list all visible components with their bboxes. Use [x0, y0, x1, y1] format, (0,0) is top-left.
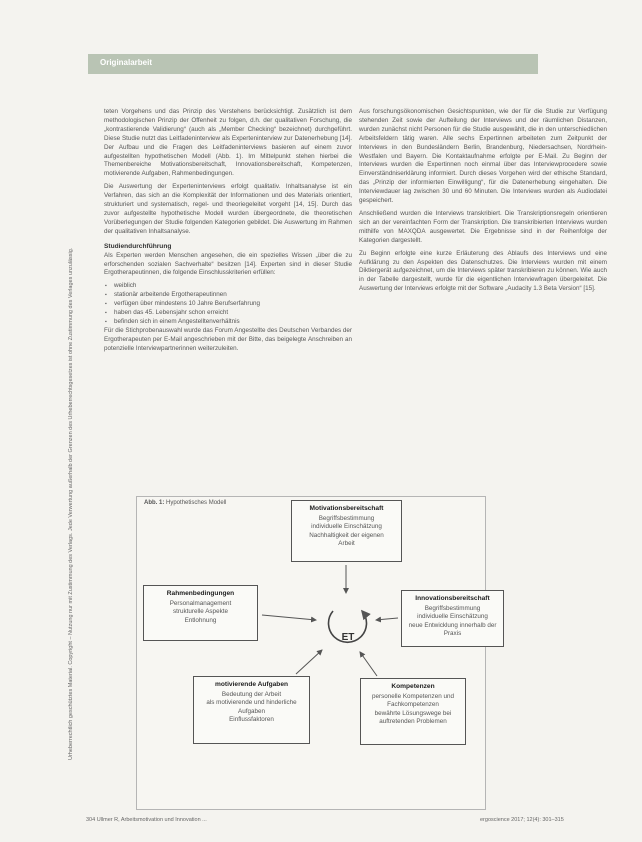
paragraph: Aus forschungsökonomischen Gesichtspunkten, wie der für die Studie zur Verfügung stehenden Zeit sowie der Aufteilung der Interviews und der räumlichen Distanzen, wurden zunächst nicht Personen für die Studie ausgewählt, die in den unterschiedlichen Arbeitsfeldern tätig waren. Alle sechs Expertinnen arbeiteten zum Zeitpunkt der Interviews in den Bundesländern Berlin, Brandenburg, Niedersachsen, Nordrhein-Westfalen und Bayern. Die Kontaktaufnahme erfolgte per E-Mail. Zu Beginn der Interviews wurden die Expertinnen noch einmal über das Interviewprocedere sowie Einverständniserklärung informiert. Durch dieses Vorgehen wird der ethische Standard, das „Prinzip der informierten Einwilligung“, für die Datenerhebung eingehalten. Die Interviewdauer lag zwischen 30 und 60 Minuten. Die Interviews wurden als Audiodatei gespeichert. — [359, 108, 607, 205]
box-title: motivierende Aufgaben — [214, 681, 289, 688]
paragraph: Zu Beginn erfolgte eine kurze Erläuterung des Ablaufs des Interviews und eine Aufklärung zu den Aspekten des Datenschutzes. Die Interviews wurden mit einem Diktiergerät aufgezeichnet, um die Interviews später transkribieren zu können. Wie auch in der Tabelle dargestellt, wurde für die eigentlichen Interviewfragen übergeleitet. Die Auswertung der Interviews erfolgte mit der Software „Audacity 1.3 Beta Version“ [15]. — [359, 249, 607, 293]
box-line: Bedeutung der Arbeit — [221, 690, 282, 698]
list-item: ▪ verfügen über mindestens 10 Jahre Berufserfahrung — [114, 300, 352, 309]
box-line: auftretenden Problemen — [379, 718, 447, 725]
figure-caption-label: Abb. 1: — [144, 500, 165, 506]
box-line: personelle Kompetenzen und — [372, 692, 454, 700]
list-item: ▪ weiblich — [114, 282, 352, 291]
box-line: individuelle Einschätzung — [311, 523, 382, 530]
box-title: Innovationsbereitschaft — [415, 595, 490, 602]
box-line: Fachkompetenzen — [387, 701, 439, 708]
box-title: Kompetenzen — [391, 683, 435, 690]
box-line: individuelle Einschätzung — [417, 613, 488, 620]
box-line: neue Entwicklung innerhalb der — [408, 621, 497, 629]
list-item: ▪ stationär arbeitende Ergotherapeutinnen — [114, 291, 352, 300]
box-line: strukturelle Aspekte — [173, 608, 228, 615]
motivation-box — [291, 500, 402, 562]
section-heading: Studiendurchführung — [104, 242, 172, 250]
list-item: ▪ haben das 45. Lebensjahr schon erreicht — [114, 309, 352, 318]
paragraph: Anschließend wurden die Interviews transkribiert. Die Transkriptionsregeln orientieren sich an der vereinfachten Form der Transkription. Die transkribierten Interviews wurden mithilfe von MAXQDA ausgewertet. Die Ergebnisse sind in der Reihenfolge der Kategorien dargestellt. — [359, 209, 607, 244]
paragraph: Für die Stichprobenauswahl wurde das Forum Angestellte des Deutschen Verbandes der Ergotherapeuten per E-Mail angeschrieben mit der Bitte, das beigelegte Anschreiben an potenzielle Interviewpartnerinnen weiterzuleiten. — [104, 326, 352, 352]
arrow-from-bottom-right — [360, 652, 377, 676]
box-line: Einflussfaktoren — [229, 716, 274, 723]
footer-journal: ergoscience 2017; 12(4): 301–315 — [480, 817, 564, 823]
box-title: Motivationsbereitschaft — [309, 505, 384, 512]
box-title: Rahmenbedingungen — [166, 590, 235, 597]
arrow-from-left — [262, 615, 316, 620]
paragraph: teten Vorgehens und das Prinzip des Verstehens berücksichtigt. Zusätzlich ist dem methodologischen Prinzip der Offenheit zu folgen, d.h. der qualitativen Forschung, die „kontrastierende Validierung“ (auch als „Member Checking“ bezeichnet) durchgeführt. Diese Studie nutzt das Leitfadeninterview als Experteninterview zur Datenerhebung [14]. Der Aufbau und die Fragen des Leitfadeninterviews basieren auf einem zuvor aufgestellten hypothetischen Modell (Abb. 1). Im Mittelpunkt stehen hierbei die Themenbereiche Motivationsbereitschaft, Innovationsbereitschaft, Kompetenzen, motivierende Aufgaben, Rahmenbedingungen. — [104, 108, 352, 178]
arrow-from-bottom-left — [296, 650, 322, 674]
box-line: Personalmanagement — [169, 599, 232, 607]
box-line: Arbeit — [338, 540, 355, 547]
arrow-from-right — [376, 618, 398, 620]
paragraph: Die Auswertung der Experteninterviews erfolgt qualitativ. Inhaltsanalyse ist ein Verfahren, das sich an die Komplexität der Informationen und des Materials orientiert, strukturiert und systematisch, regel- und theoriegeleitet vorgeht [14, 15]. Durch das zuvor aufgestellte hypothetische Modell wurden übergeordnete, die theoretischen Vorüberlegungen der Studie folgenden Kategorien gebildet. Die Auswertung im Rahmen der qualitativen Inhaltsanalyse. — [104, 183, 352, 235]
box-line: Entlohnung — [184, 616, 217, 624]
box-line: Begriffsbestimmung — [424, 604, 481, 612]
copyright-side-note: Urheberrechtlich geschütztes Material. Copyright – Nutzung nur mit Zustimmung des Verlags. Jede Verwertung außerhalb der Grenzen des Urheberrechtsgesetzes ist ohne Zustimmung des Verlages unzulässig. — [68, 247, 74, 760]
center-label: ET — [341, 632, 355, 643]
box-line: Begriffsbestimmung — [318, 514, 375, 522]
box-line: bewährte Lösungswege bei — [374, 709, 452, 717]
competences-box — [360, 678, 466, 745]
box-line: Nachhaltigkeit der eigenen — [309, 531, 384, 539]
list-item: ▪ befinden sich in einem Angestelltenverhältnis — [114, 318, 352, 327]
footer-citation: 304 Ullmer R, Arbeitsmotivation und Innovation ... — [86, 817, 207, 823]
section-label: Originalarbeit — [100, 58, 153, 67]
paragraph: Als Experten werden Menschen angesehen, die ein spezielles Wissen „über die zu erforschenden sozialen Sachverhalte“ besitzen [14]. Experten sind in dieser Studie Ergotherapeutinnen, die folgende Einschlusskriterien erfüllen: — [104, 251, 352, 277]
motivating-tasks-box — [193, 676, 310, 744]
framework-conditions-box — [143, 585, 258, 641]
box-line: Praxis — [443, 630, 462, 637]
box-line: Aufgaben — [238, 707, 265, 715]
box-line: als motivierende und hinderliche — [206, 699, 297, 706]
innovation-box — [401, 590, 504, 647]
figure-caption-text: Hypothetisches Modell — [166, 500, 227, 506]
